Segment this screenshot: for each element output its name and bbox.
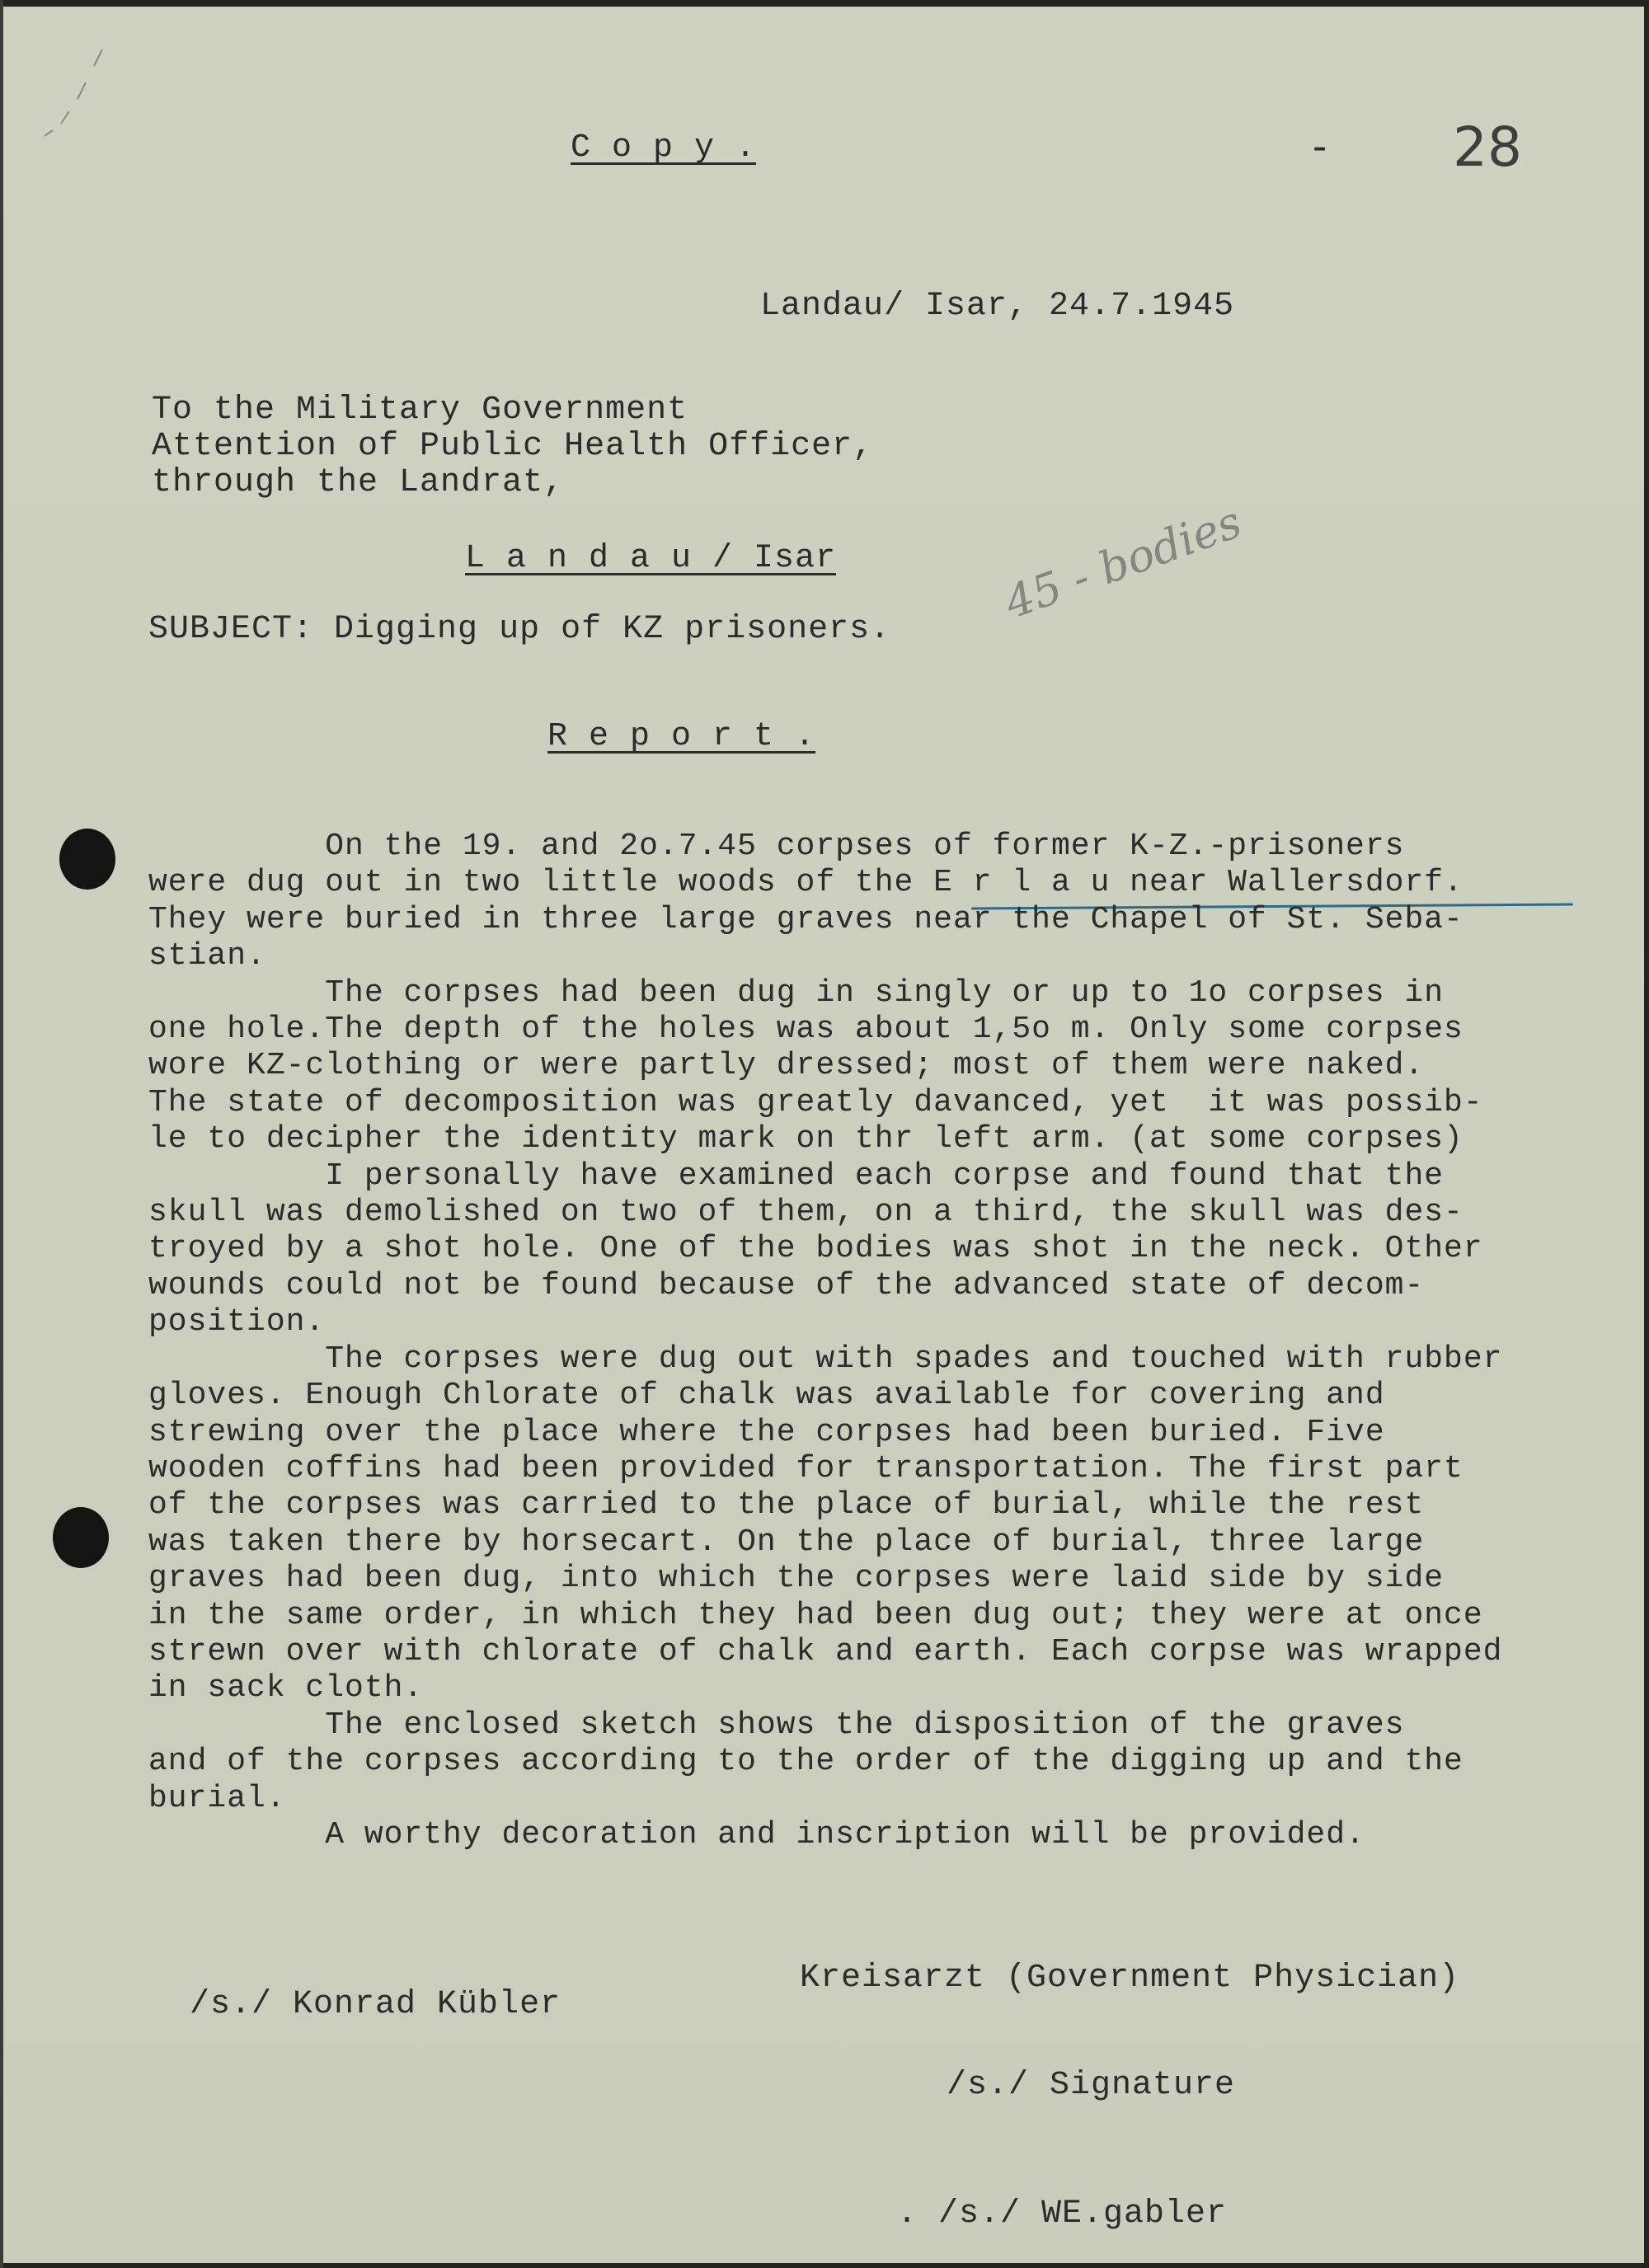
report-body: [148, 829, 1502, 1853]
handwritten-note: 45 - bodies: [998, 495, 1248, 629]
body-line: wooden coffins had been provided for transportation. The first part: [148, 1450, 1463, 1486]
body-line: The enclosed sketch shows the disposition of the graves: [148, 1707, 1405, 1743]
pencil-specks: [28, 33, 119, 148]
body-line: wore KZ-clothing or were partly dressed; most of them were naked.: [148, 1048, 1425, 1084]
signature-second: /s./ Signature: [947, 2067, 1236, 2104]
report-heading: R e p o r t .: [547, 718, 816, 755]
body-line: strewing over the place where the corpses had been buried. Five: [148, 1414, 1385, 1450]
address-block: [152, 392, 873, 501]
body-line: were dug out in two little woods of the E r l a u near Wallersdorf.: [148, 865, 1463, 901]
address-line-1: To the Military Government: [152, 392, 688, 429]
body-line: skull was demolished on two of them, on a third, the skull was des-: [148, 1195, 1463, 1231]
scan-edge-right: [1644, 0, 1649, 2268]
scan-edge-left: [0, 0, 3, 2268]
body-line: A worthy decoration and inscription will be provided.: [148, 1816, 1365, 1852]
signature-third: . /s./ WE.gabler: [897, 2195, 1228, 2233]
address-line-3: through the Landrat,: [152, 464, 565, 501]
address-city: L a n d a u / Isar: [465, 540, 837, 577]
body-line: le to decipher the identity mark on thr left arm. (at some corpses): [148, 1121, 1463, 1157]
body-line: The state of decomposition was greatly davanced, yet it was possib-: [148, 1084, 1483, 1120]
signer-name: /s./ Konrad Kübler: [190, 1986, 561, 2023]
scan-edge-bottom: [0, 2263, 1649, 2268]
place-date: Landau/ Isar, 24.7.1945: [760, 288, 1235, 325]
address-line-2: Attention of Public Health Officer,: [152, 428, 874, 465]
body-line: one hole.The depth of the holes was about 1,5o m. Only some corpses: [148, 1012, 1463, 1048]
body-line: They were buried in three large graves near the Chapel of St. Seba-: [148, 901, 1463, 937]
body-line: position.: [148, 1304, 326, 1341]
body-line: I personally have examined each corpse and found that the: [148, 1157, 1445, 1194]
body-line: graves had been dug, into which the corpses were laid side by side: [148, 1561, 1445, 1597]
body-line: was taken there by horsecart. On the place of burial, three large: [148, 1524, 1425, 1560]
body-line: and of the corpses according to the order of the digging up and the: [148, 1744, 1463, 1780]
body-line: of the corpses was carried to the place of burial, while the rest: [148, 1487, 1425, 1524]
body-line: gloves. Enough Chlorate of chalk was available for covering and: [148, 1378, 1385, 1414]
page-dash: -: [1313, 124, 1327, 170]
body-line: stian.: [148, 938, 266, 974]
punch-hole-bottom: [53, 1507, 109, 1568]
body-line: in the same order, in which they had been dug out; they were at once: [148, 1597, 1483, 1633]
body-line: The corpses had been dug in singly or up to 1o corpses in: [148, 974, 1445, 1011]
copy-label: C o p y .: [571, 129, 757, 167]
body-line: On the 19. and 2o.7.45 corpses of former K-Z.-prisoners: [148, 829, 1405, 864]
scan-edge-top: [0, 0, 1649, 7]
body-line: The corpses were dug out with spades and touched with rubber: [148, 1341, 1503, 1377]
body-line: troyed by a shot hole. One of the bodies was shot in the neck. Other: [148, 1231, 1483, 1267]
punch-hole-top: [59, 829, 115, 890]
body-line: burial.: [148, 1780, 286, 1816]
subject-line: SUBJECT: Digging up of KZ prisoners.: [148, 611, 891, 648]
body-line: wounds could not be found because of the advanced state of decom-: [148, 1267, 1425, 1303]
body-line: in sack cloth.: [148, 1670, 424, 1707]
signature-title: Kreisarzt (Government Physician): [800, 1960, 1460, 1997]
body-line: strewn over with chlorate of chalk and earth. Each corpse was wrapped: [148, 1633, 1503, 1669]
page-number: 28: [1453, 115, 1522, 179]
